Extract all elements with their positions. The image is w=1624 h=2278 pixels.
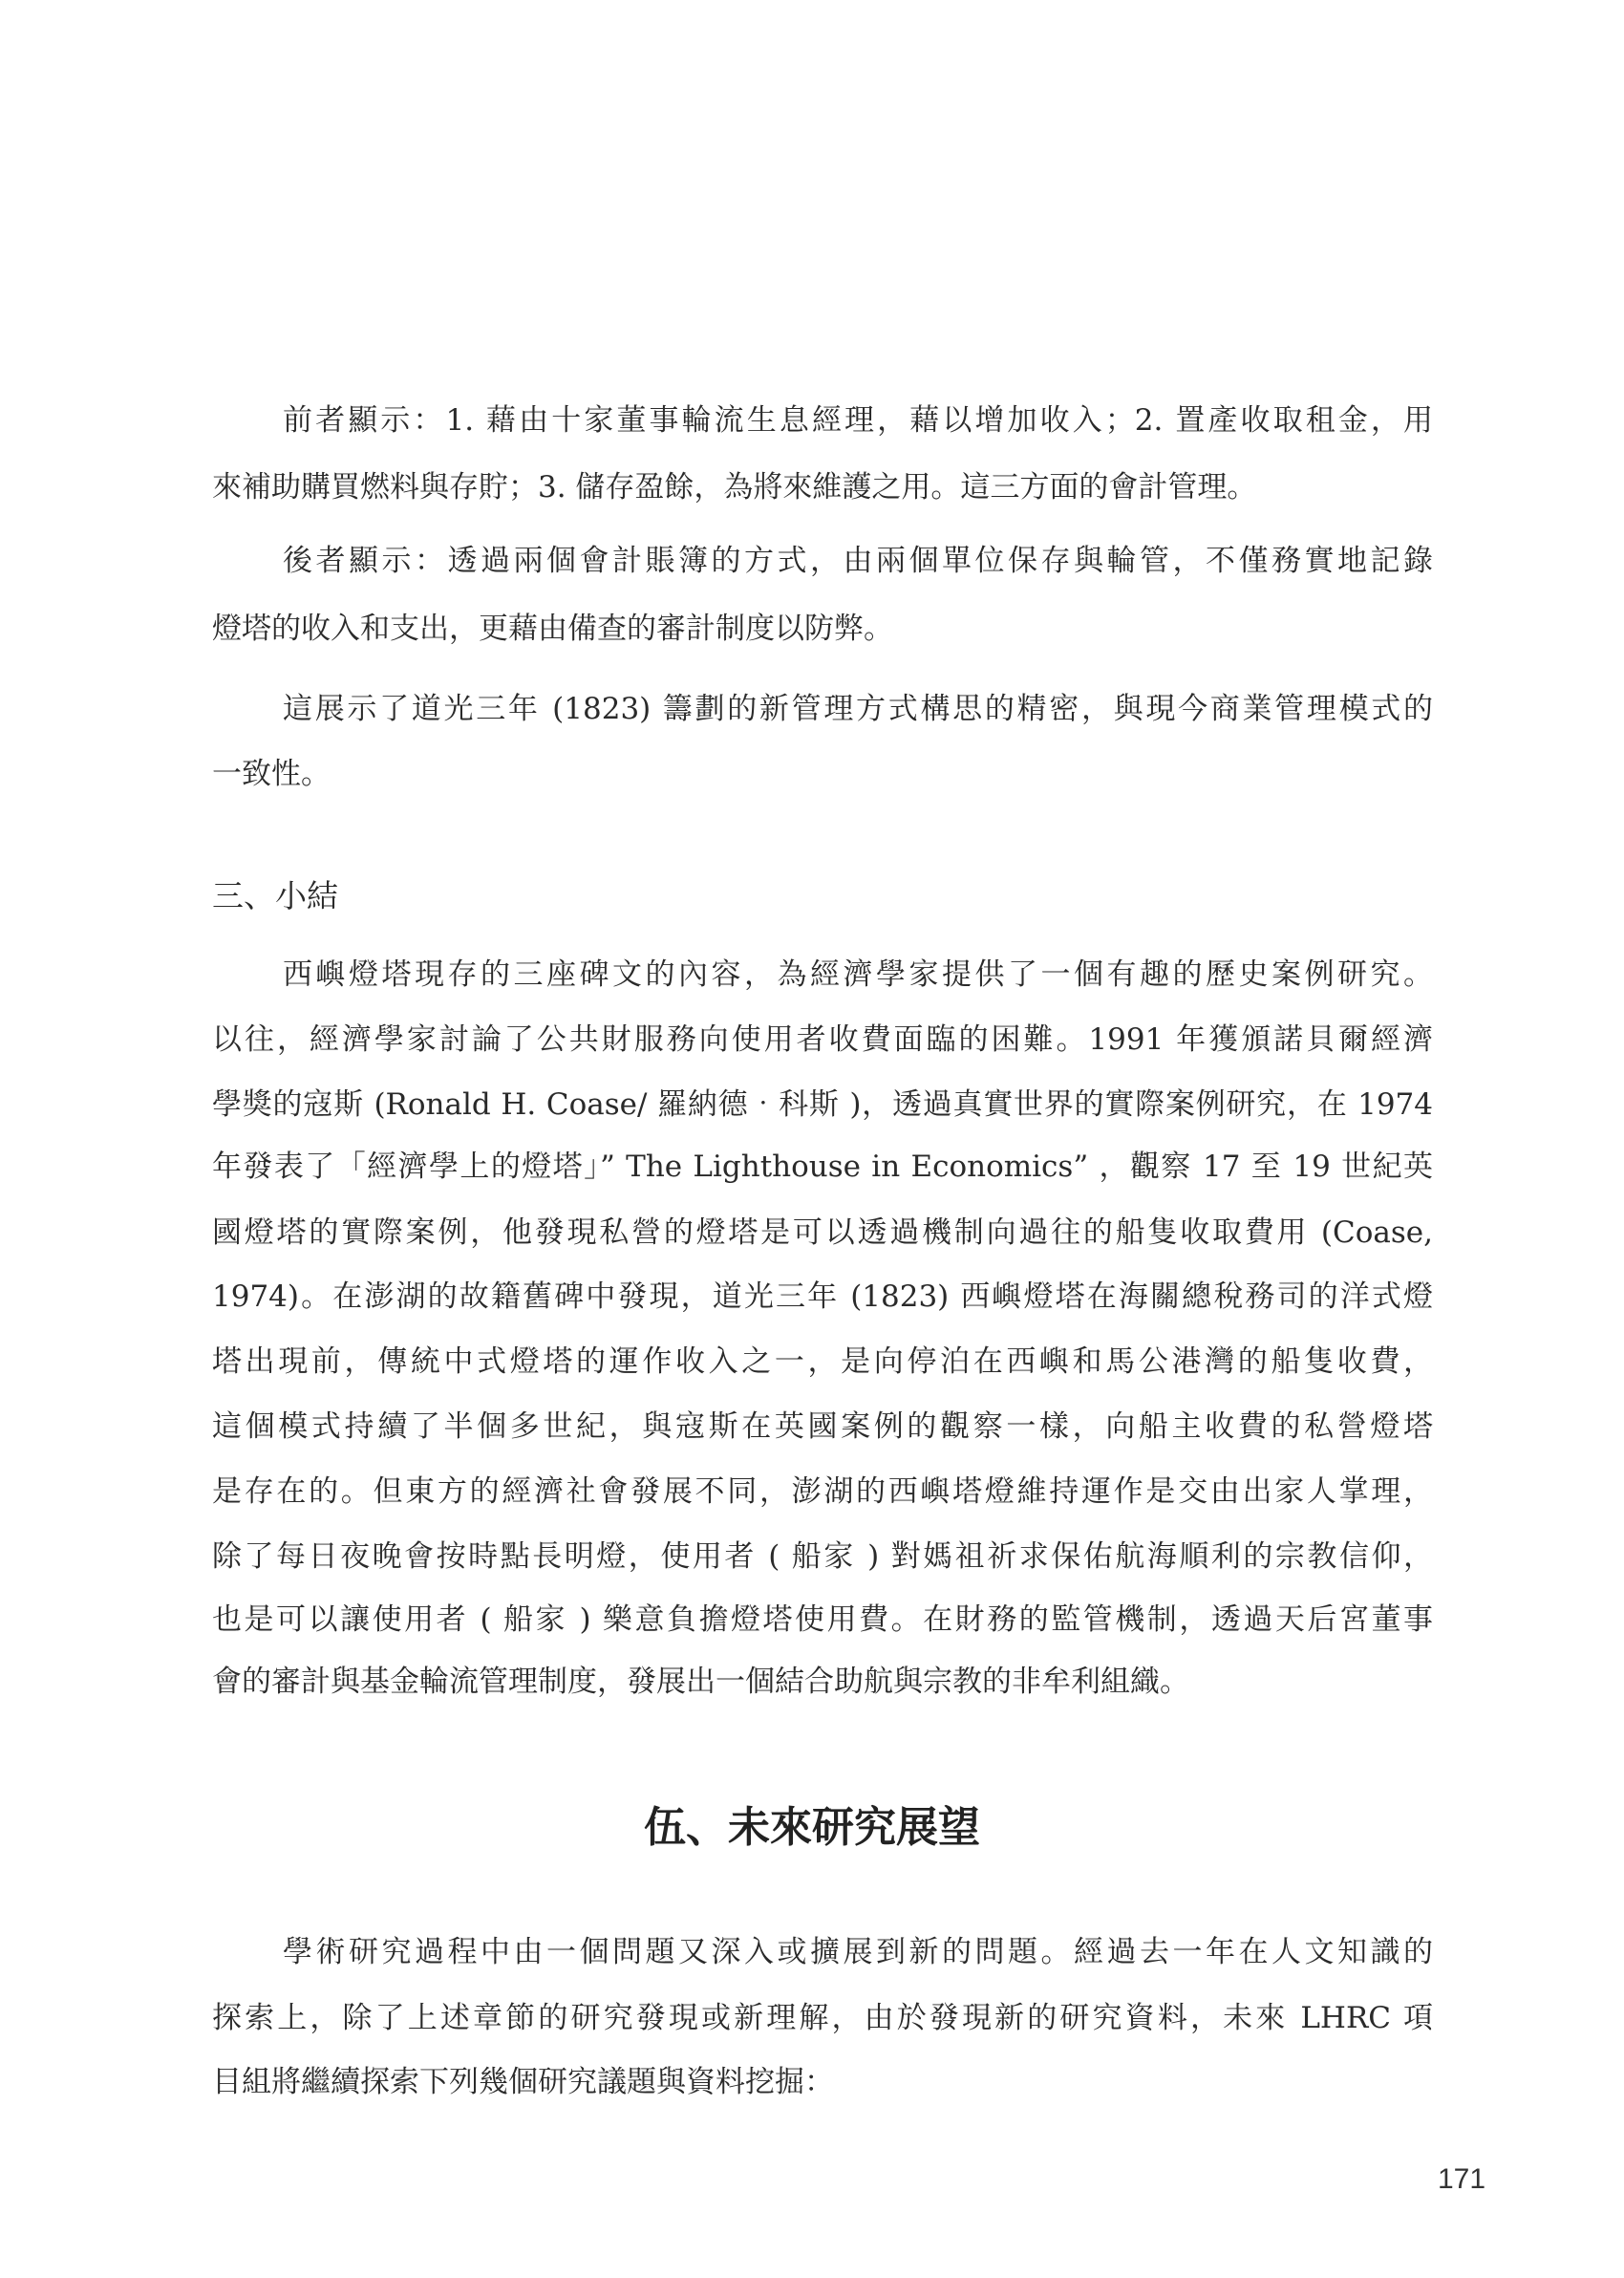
text-line: 西嶼燈塔現存的三座碑文的內容，為經濟學家提供了一個有趣的歷史案例研究。 [283, 957, 1433, 992]
text-line: 也是可以讓使用者 ( 船家 ) 樂意負擔燈塔使用費。在財務的監管機制，透過天后宮董事 [212, 1602, 1433, 1637]
text-line: 是存在的。但東方的經濟社會發展不同，澎湖的西嶼塔燈維持運作是交由出家人掌理， [212, 1474, 1433, 1509]
section-heading: 三、小結 [212, 877, 338, 914]
text-line: 這展示了道光三年 (1823) 籌劃的新管理方式構思的精密，與現今商業管理模式的 [283, 692, 1433, 726]
text-line: 塔出現前，傳統中式燈塔的運作收入之一，是向停泊在西嶼和馬公港灣的船隻收費， [212, 1344, 1433, 1379]
text-line: 年發表了「經濟學上的燈塔」” The Lighthouse in Economics” ，觀察 17 至 19 世紀英 [212, 1150, 1433, 1184]
text-line: 一致性。 [212, 757, 331, 791]
text-line: 除了每日夜晚會按時點長明燈，使用者 ( 船家 ) 對媽祖祈求保佑航海順利的宗教信仰， [212, 1539, 1433, 1574]
text-line: 學術研究過程中由一個問題又深入或擴展到新的問題。經過去一年在人文知識的 [283, 1935, 1433, 1969]
text-line: 會的審計與基金輪流管理制度，發展出一個結合助航與宗教的非牟利組織。 [212, 1665, 1189, 1699]
text-line: 1974)。在澎湖的故籍舊碑中發現，道光三年 (1823) 西嶼燈塔在海關總稅務司的洋式燈 [212, 1279, 1433, 1314]
text-line: 以往，經濟學家討論了公共財服務向使用者收費面臨的困難。1991 年獲頒諾貝爾經濟 [212, 1022, 1433, 1057]
text-line: 學獎的寇斯 (Ronald H. Coase/ 羅納德‧科斯 )，透過真實世界的實際案例研究，在 1974 [212, 1087, 1433, 1122]
text-line: 來補助購買燃料與存貯；3. 儲存盈餘，為將來維護之用。這三方面的會計管理。 [212, 470, 1257, 505]
text-line: 這個模式持續了半個多世紀，與寇斯在英國案例的觀察一樣，向船主收費的私營燈塔 [212, 1409, 1433, 1444]
text-line: 目組將繼續探索下列幾個研究議題與資料挖掘： [212, 2065, 834, 2099]
text-line: 國燈塔的實際案例，他發現私營的燈塔是可以透過機制向過往的船隻收取費用 (Coase, [212, 1215, 1433, 1250]
text-line: 燈塔的收入和支出，更藉由備查的審計制度以防弊。 [212, 612, 893, 646]
chapter-title: 伍、未來研究展望 [644, 1803, 980, 1852]
text-line: 前者顯示：1. 藉由十家董事輪流生息經理，藉以增加收入；2. 置產收取租金，用 [283, 403, 1433, 438]
text-line: 探索上，除了上述章節的研究發現或新理解，由於發現新的研究資料，未來 LHRC 項 [212, 2001, 1433, 2035]
page-number: 171 [1438, 2163, 1486, 2195]
text-line: 後者顯示：透過兩個會計賬簿的方式，由兩個單位保存與輪管，不僅務實地記錄 [283, 544, 1433, 578]
